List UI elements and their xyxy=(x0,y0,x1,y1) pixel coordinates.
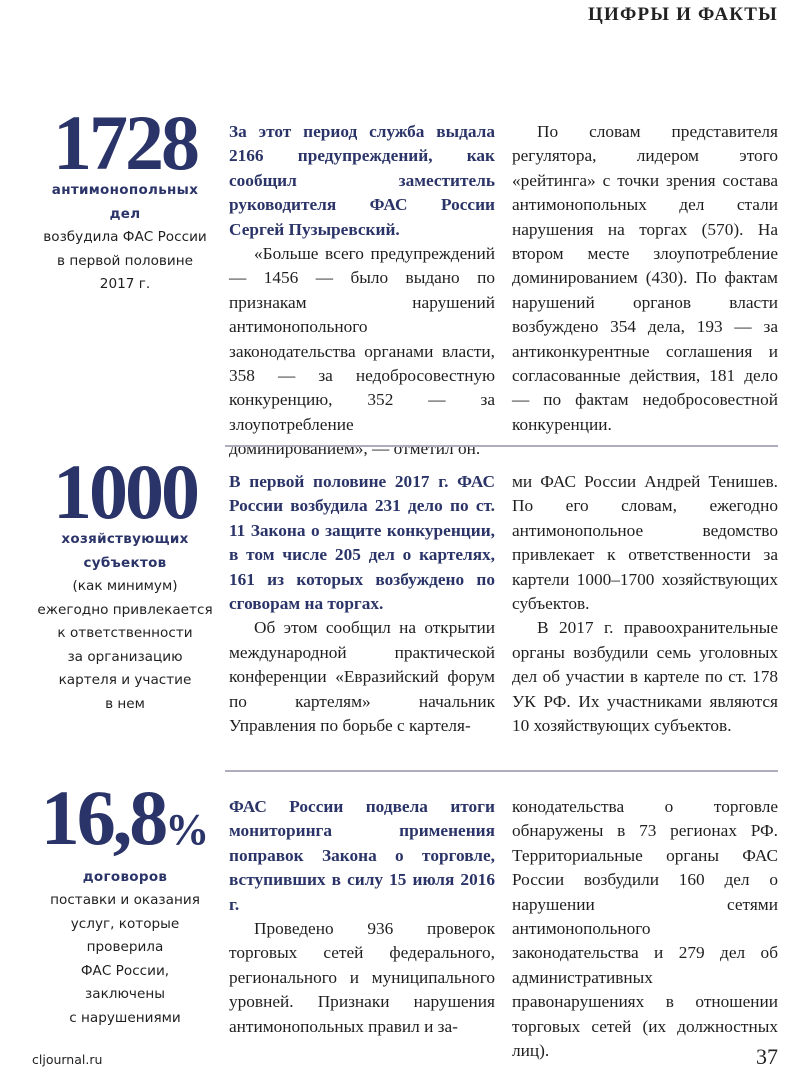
stat-number xyxy=(30,774,220,865)
stat-description-line: с нарушениями xyxy=(69,1009,181,1026)
body-paragraph-continued: ми ФАС России Андрей Тенишев. По его словам, ежегодно антимонопольное ведомство привлекает к ответственности за картели 1000–1700 хозяйствующих субъектов. xyxy=(512,472,778,614)
body-paragraph: В 2017 г. правоохранительные органы возбудили семь уголовных дел об участии в картеле по ст. 178 УК РФ. Их участниками являются 10 хозяйствующих субъектов. xyxy=(512,618,778,736)
stat-block-16-8-percent xyxy=(30,774,220,1030)
article-column-1 xyxy=(229,470,495,738)
stat-description-line: услуг, которые xyxy=(70,915,180,932)
stat-description xyxy=(30,575,220,716)
body-paragraph: Об этом сообщил на открытии международной практической конференции «Евразийский форум по картелям» начальник Управления по борьбе с картеля- xyxy=(229,618,495,736)
stat-keyword-line: дел xyxy=(109,206,141,222)
stat-description-line: к ответственности xyxy=(57,625,193,641)
lead-paragraph: За этот период служба выдала 2166 предупреждений, как сообщил заместитель руководителя ФАС России Сергей Пузыревский. xyxy=(229,122,495,239)
stat-block-1000 xyxy=(30,448,220,716)
lead-paragraph: ФАС России подвела итоги мониторинга применения поправок Закона о торговле, вступивших в силу 15 июля 2016 г. xyxy=(229,797,495,914)
stat-keyword-line: антимонопольных xyxy=(51,182,199,198)
article-column-1 xyxy=(229,795,495,1039)
stat-description-line: ФАС России, xyxy=(80,962,170,979)
article-column-1 xyxy=(229,120,495,462)
stat-keyword-line: субъектов xyxy=(83,555,167,571)
stat-keyword xyxy=(30,865,220,889)
stat-keyword-line: договоров xyxy=(82,869,168,885)
stat-description-line: в первой половине xyxy=(56,252,193,269)
lead-paragraph: В первой половине 2017 г. ФАС России возбудила 231 дело по ст. 11 Закона о защите конкуренции, в том числе 205 дел о картелях, 161 из которых возбуждено по сговорам на торгах. xyxy=(229,472,495,614)
stat-description-line: в нем xyxy=(105,695,145,712)
section-divider xyxy=(225,445,778,447)
stat-description-line: проверила xyxy=(86,939,164,955)
body-paragraph: Проведено 936 проверок торговых сетей федерального, регионального и муниципального уровней. Признаки нарушения антимонопольных правил и за- xyxy=(229,919,495,1036)
section-divider xyxy=(225,770,778,772)
article-column-2 xyxy=(512,795,778,1063)
stat-keyword-line: хозяйствующих xyxy=(61,531,189,547)
body-paragraph: По словам представителя регулятора, лидером этого «рейтинга» с точки зрения состава антимонопольных дел стали нарушения на торгах (570). На втором месте злоупотребление доминированием (430). По фактам нарушений органов власти возбуждено 354 дела, 193 — за антиконкурентные соглашения и согласованные действия, 181 дело — по фактам недобросовестной конкуренции. xyxy=(512,122,778,434)
stat-description-line: ежегодно привлекается xyxy=(37,601,213,618)
stat-description-line: 2017 г. xyxy=(99,276,151,292)
body-paragraph-continued: конодательства о торговле обнаружены в 73 регионах РФ. Территориальные органы ФАС России возбудили 160 дел о нарушении сетями антимонопольного законодательства и 279 дел об административных правонарушениях в отношении торговых сетей (их должностных лиц). xyxy=(512,797,778,1061)
stat-number-value: 1000 xyxy=(53,448,197,535)
stat-block-1728 xyxy=(30,99,220,297)
stat-description-line: (как минимум) xyxy=(72,578,178,594)
stat-description xyxy=(30,889,220,1030)
stat-description-line: поставки и оказания xyxy=(50,892,200,908)
stat-description-line: картеля и участие xyxy=(58,672,192,688)
percent-sign: % xyxy=(165,805,210,854)
page-number: 37 xyxy=(756,1044,778,1069)
stat-number-value: 16,8 xyxy=(40,774,166,861)
stat-number-value: 1728 xyxy=(53,99,197,186)
section-title: ЦИФРЫ И ФАКТЫ xyxy=(588,4,778,25)
article-column-2 xyxy=(512,120,778,437)
body-paragraph: «Больше всего предупреждений — 1456 — было выдано по признакам нарушений антимонопольного законодательства органами власти, 358 — за недобросовестную конкуренцию, 352 — за злоупотребление доминированием», — отметил он. xyxy=(229,244,495,459)
stat-description xyxy=(30,226,220,297)
stat-description-line: за организацию xyxy=(67,648,183,665)
stat-description-line: возбудила ФАС России xyxy=(43,229,207,245)
site-url: cljournal.ru xyxy=(32,1052,103,1067)
article-column-2 xyxy=(512,470,778,738)
stat-number xyxy=(30,448,220,535)
stat-description-line: заключены xyxy=(85,986,165,1002)
stat-keyword xyxy=(30,178,220,226)
stat-number xyxy=(30,99,220,186)
